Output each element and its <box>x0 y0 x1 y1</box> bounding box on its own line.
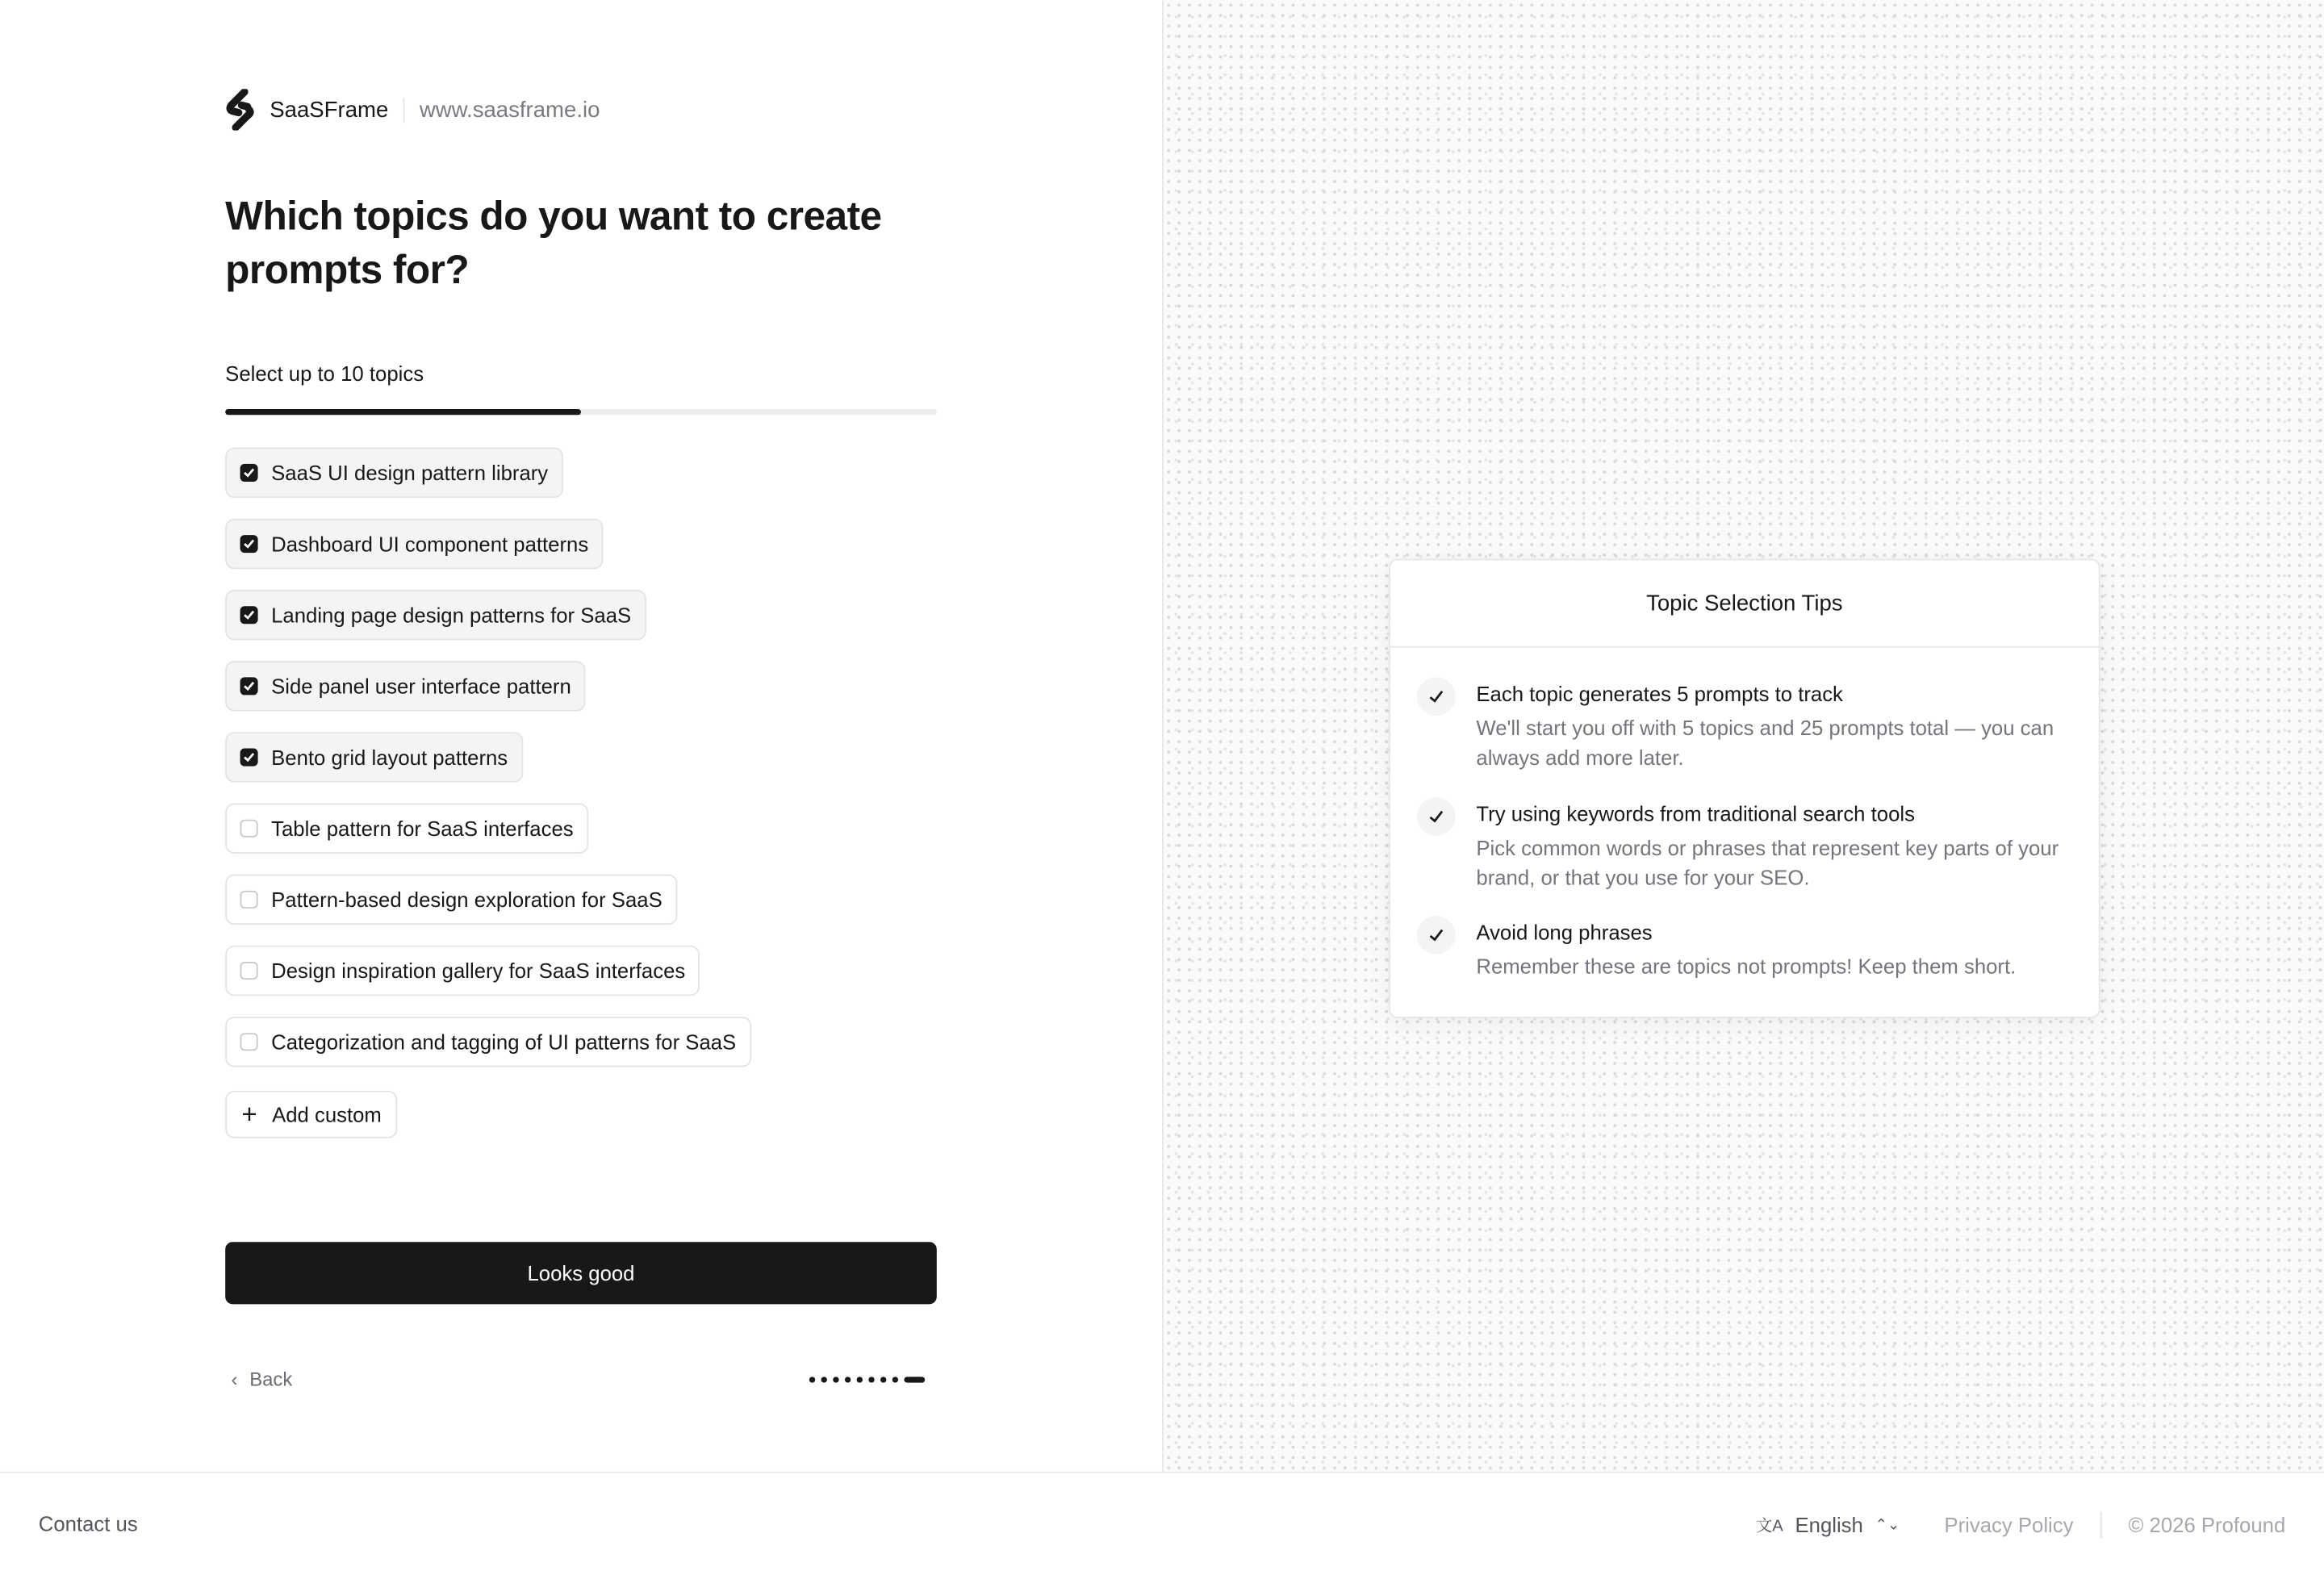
checkbox-unchecked[interactable] <box>240 1033 258 1051</box>
tip-description: Pick common words or phrases that represent key parts of your brand, or that you use for your SEO. <box>1476 835 2059 890</box>
topic-label: Dashboard UI component patterns <box>271 532 589 556</box>
translate-icon: 文A <box>1756 1517 1783 1535</box>
step-dot <box>845 1377 851 1382</box>
tip-item <box>1417 921 2069 981</box>
selection-limit-label: Select up to 10 topics <box>225 361 424 386</box>
step-dot <box>809 1377 815 1382</box>
step-dot <box>868 1377 874 1382</box>
step-dot <box>880 1377 886 1382</box>
checkbox-checked[interactable] <box>240 677 258 695</box>
tips-card <box>1389 558 2100 1017</box>
topic-label: Pattern-based design exploration for SaaS <box>271 888 663 912</box>
step-dot <box>857 1377 863 1382</box>
divider <box>2100 1511 2102 1538</box>
brand-name: SaaSFrame <box>270 97 389 123</box>
topic-label: Categorization and tagging of UI patterns for SaaS <box>271 1030 737 1054</box>
checkbox-checked[interactable] <box>240 464 258 482</box>
back-button[interactable] <box>232 1368 293 1390</box>
checkbox-checked[interactable] <box>240 535 258 553</box>
contact-us-link[interactable]: Contact us <box>38 1511 138 1535</box>
step-dot <box>821 1377 827 1382</box>
brand-url[interactable]: www.saasframe.io <box>403 97 600 122</box>
step-indicator <box>809 1377 925 1382</box>
topic-label: Landing page design patterns for SaaS <box>271 603 632 627</box>
tip-title: Avoid long phrases <box>1476 920 1653 945</box>
tip-title: Each topic generates 5 prompts to track <box>1476 681 1843 706</box>
looks-good-button[interactable]: Looks good <box>225 1242 937 1304</box>
step-dot <box>833 1377 838 1382</box>
saasframe-logo-icon <box>225 89 255 130</box>
topic-chip[interactable] <box>225 804 588 854</box>
check-icon <box>243 680 255 692</box>
tip-item <box>1417 802 2069 892</box>
topic-label: Bento grid layout patterns <box>271 745 508 770</box>
checkbox-checked[interactable] <box>240 749 258 767</box>
tip-item <box>1417 682 2069 772</box>
plus-icon: + <box>241 1099 257 1130</box>
check-icon <box>243 538 255 550</box>
tips-title: Topic Selection Tips <box>1390 560 2099 647</box>
add-custom-label: Add custom <box>272 1102 382 1126</box>
add-custom-button[interactable] <box>225 1091 398 1138</box>
step-dot <box>904 1377 925 1382</box>
selection-progress-bar <box>225 409 937 415</box>
topic-label: Design inspiration gallery for SaaS interfaces <box>271 959 686 983</box>
copyright: © 2026 Profound <box>2128 1513 2286 1537</box>
brand-header <box>225 89 600 130</box>
back-label: Back <box>249 1368 293 1390</box>
step-dot <box>892 1377 898 1382</box>
topic-chip[interactable] <box>225 661 586 711</box>
check-icon <box>243 467 255 479</box>
topic-chip[interactable] <box>225 1017 750 1067</box>
topic-list <box>225 448 750 1138</box>
topic-chip[interactable] <box>225 946 700 996</box>
topic-label: SaaS UI design pattern library <box>271 461 549 485</box>
checkbox-unchecked[interactable] <box>240 962 258 980</box>
topic-label: Side panel user interface pattern <box>271 674 571 699</box>
topic-label: Table pattern for SaaS interfaces <box>271 817 574 841</box>
privacy-policy-link[interactable]: Privacy Policy <box>1944 1513 2074 1537</box>
page-title: Which topics do you want to create prompts for? <box>225 194 882 292</box>
left-panel <box>0 0 1162 1472</box>
chevron-updown-icon: ⌃⌄ <box>1875 1516 1900 1534</box>
check-icon <box>243 751 255 763</box>
tip-title: Try using keywords from traditional search tools <box>1476 801 1915 826</box>
checkbox-unchecked[interactable] <box>240 820 258 838</box>
checkbox-checked[interactable] <box>240 606 258 624</box>
check-circle-icon <box>1417 677 1456 716</box>
language-selector[interactable] <box>1756 1513 1900 1536</box>
footer <box>0 1472 2324 1575</box>
check-circle-icon <box>1417 916 1456 955</box>
topic-chip[interactable] <box>225 732 522 782</box>
progress-fill <box>225 409 581 415</box>
chevron-left-icon: ‹ <box>231 1368 238 1390</box>
language-label: English <box>1795 1513 1863 1537</box>
tip-description: We'll start you off with 5 topics and 25 prompts total — you can always add more later. <box>1476 716 2054 770</box>
check-circle-icon <box>1417 797 1456 836</box>
check-icon <box>243 609 255 621</box>
tip-description: Remember these are topics not prompts! Keep them short. <box>1476 954 2017 979</box>
topic-chip[interactable] <box>225 590 646 640</box>
checkbox-unchecked[interactable] <box>240 891 258 909</box>
topic-chip[interactable] <box>225 519 603 569</box>
topic-chip[interactable] <box>225 448 562 498</box>
topic-chip[interactable] <box>225 875 677 925</box>
